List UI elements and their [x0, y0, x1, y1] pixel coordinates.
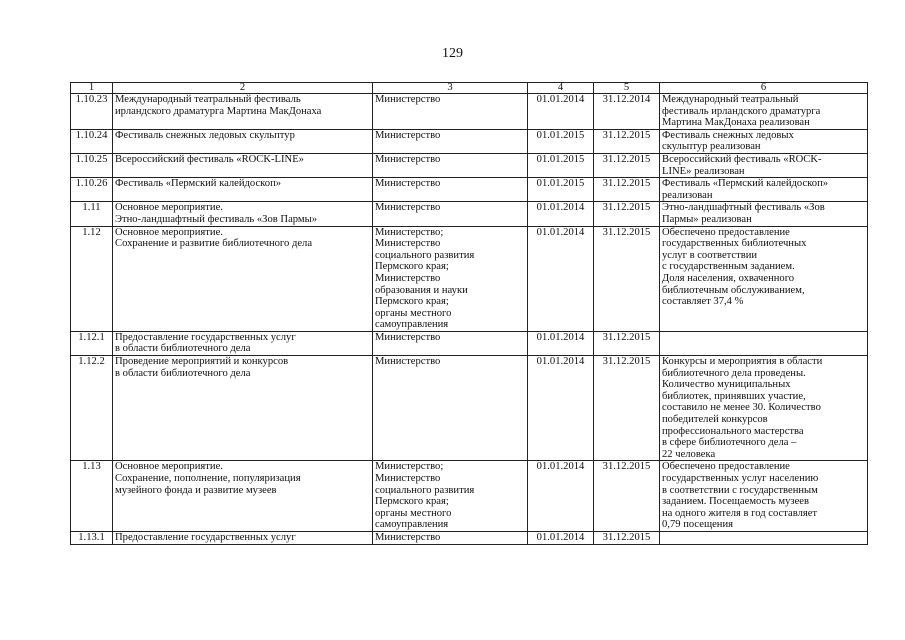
- start-date-cell: 01.01.2014: [528, 202, 594, 226]
- activity-name-cell: Основное мероприятие. Этно-ландшафтный фестиваль «Зов Пармы»: [113, 202, 373, 226]
- result-cell: Обеспечено предоставление государственных услуг населению в соответствии с государственным заданием. Посещаемость музеев на одного жителя в год составляет 0,79 посещения: [660, 461, 868, 532]
- activity-name-cell: Фестиваль снежных ледовых скульптур: [113, 129, 373, 153]
- row-number-cell: 1.10.23: [71, 94, 113, 130]
- start-date-cell: 01.01.2015: [528, 153, 594, 177]
- result-cell: Обеспечено предоставление государственных библиотечных услуг в соответствии с государственным заданием. Доля населения, охваченного библиотечным обслуживанием, составляет 37,4 %: [660, 226, 868, 331]
- result-cell: [660, 531, 868, 544]
- start-date-cell: 01.01.2014: [528, 331, 594, 355]
- result-cell: Фестиваль снежных ледовых скульптур реализован: [660, 129, 868, 153]
- activity-name-cell: Предоставление государственных услуг: [113, 531, 373, 544]
- table-row: [71, 531, 868, 544]
- start-date-cell: 01.01.2014: [528, 531, 594, 544]
- end-date-cell: 31.12.2015: [594, 153, 660, 177]
- activity-name-cell: Проведение мероприятий и конкурсов в области библиотечного дела: [113, 356, 373, 461]
- end-date-cell: 31.12.2015: [594, 178, 660, 202]
- header-row: [71, 83, 868, 94]
- table-row: [71, 94, 868, 130]
- header-cell: 2: [113, 83, 373, 94]
- end-date-cell: 31.12.2015: [594, 531, 660, 544]
- start-date-cell: 01.01.2014: [528, 94, 594, 130]
- header-cell: 4: [528, 83, 594, 94]
- start-date-cell: 01.01.2015: [528, 178, 594, 202]
- start-date-cell: 01.01.2014: [528, 356, 594, 461]
- executor-cell: Министерство; Министерство социального развития Пермского края; Министерство образования и науки Пермского края; органы местного самоуправления: [373, 226, 528, 331]
- table-body: [71, 83, 868, 545]
- row-number-cell: 1.13.1: [71, 531, 113, 544]
- table-row: [71, 331, 868, 355]
- table-row: [71, 153, 868, 177]
- executor-cell: Министерство; Министерство социального развития Пермского края; органы местного самоуправления: [373, 461, 528, 532]
- executor-cell: Министерство: [373, 331, 528, 355]
- start-date-cell: 01.01.2014: [528, 461, 594, 532]
- executor-cell: Министерство: [373, 129, 528, 153]
- activity-name-cell: Основное мероприятие. Сохранение и развитие библиотечного дела: [113, 226, 373, 331]
- activity-name-cell: Международный театральный фестиваль ирландского драматурга Мартина МакДонаха: [113, 94, 373, 130]
- executor-cell: Министерство: [373, 531, 528, 544]
- row-number-cell: 1.13: [71, 461, 113, 532]
- header-cell: 5: [594, 83, 660, 94]
- table-row: [71, 356, 868, 461]
- header-cell: 3: [373, 83, 528, 94]
- table-row: [71, 202, 868, 226]
- header-cell: 6: [660, 83, 868, 94]
- activity-name-cell: Основное мероприятие. Сохранение, пополнение, популяризация музейного фонда и развитие музеев: [113, 461, 373, 532]
- start-date-cell: 01.01.2014: [528, 226, 594, 331]
- row-number-cell: 1.10.25: [71, 153, 113, 177]
- end-date-cell: 31.12.2015: [594, 331, 660, 355]
- start-date-cell: 01.01.2015: [528, 129, 594, 153]
- result-cell: Всероссийский фестиваль «ROCK- LINE» реализован: [660, 153, 868, 177]
- end-date-cell: 31.12.2015: [594, 226, 660, 331]
- result-cell: Этно-ландшафтный фестиваль «Зов Пармы» реализован: [660, 202, 868, 226]
- end-date-cell: 31.12.2015: [594, 356, 660, 461]
- page-number: 129: [442, 46, 463, 61]
- activity-name-cell: Всероссийский фестиваль «ROCK-LINE»: [113, 153, 373, 177]
- table-row: [71, 129, 868, 153]
- row-number-cell: 1.12.1: [71, 331, 113, 355]
- table-row: [71, 226, 868, 331]
- end-date-cell: 31.12.2015: [594, 129, 660, 153]
- row-number-cell: 1.11: [71, 202, 113, 226]
- activity-name-cell: Предоставление государственных услуг в области библиотечного дела: [113, 331, 373, 355]
- end-date-cell: 31.12.2014: [594, 94, 660, 130]
- result-cell: Международный театральный фестиваль ирландского драматурга Мартина МакДонаха реализован: [660, 94, 868, 130]
- row-number-cell: 1.12.2: [71, 356, 113, 461]
- program-table: [70, 82, 868, 545]
- executor-cell: Министерство: [373, 178, 528, 202]
- row-number-cell: 1.10.24: [71, 129, 113, 153]
- activity-name-cell: Фестиваль «Пермский калейдоскоп»: [113, 178, 373, 202]
- result-cell: Фестиваль «Пермский калейдоскоп» реализован: [660, 178, 868, 202]
- table-row: [71, 178, 868, 202]
- executor-cell: Министерство: [373, 202, 528, 226]
- header-cell: 1: [71, 83, 113, 94]
- end-date-cell: 31.12.2015: [594, 461, 660, 532]
- end-date-cell: 31.12.2015: [594, 202, 660, 226]
- executor-cell: Министерство: [373, 356, 528, 461]
- executor-cell: Министерство: [373, 153, 528, 177]
- result-cell: Конкурсы и мероприятия в области библиотечного дела проведены. Количество муниципальных библиотек, принявших участие, составило не менее 30. Количество победителей конкурсов профессионального мастерства в сфере библиотечного дела – 22 человека: [660, 356, 868, 461]
- row-number-cell: 1.12: [71, 226, 113, 331]
- row-number-cell: 1.10.26: [71, 178, 113, 202]
- result-cell: [660, 331, 868, 355]
- table-row: [71, 461, 868, 532]
- executor-cell: Министерство: [373, 94, 528, 130]
